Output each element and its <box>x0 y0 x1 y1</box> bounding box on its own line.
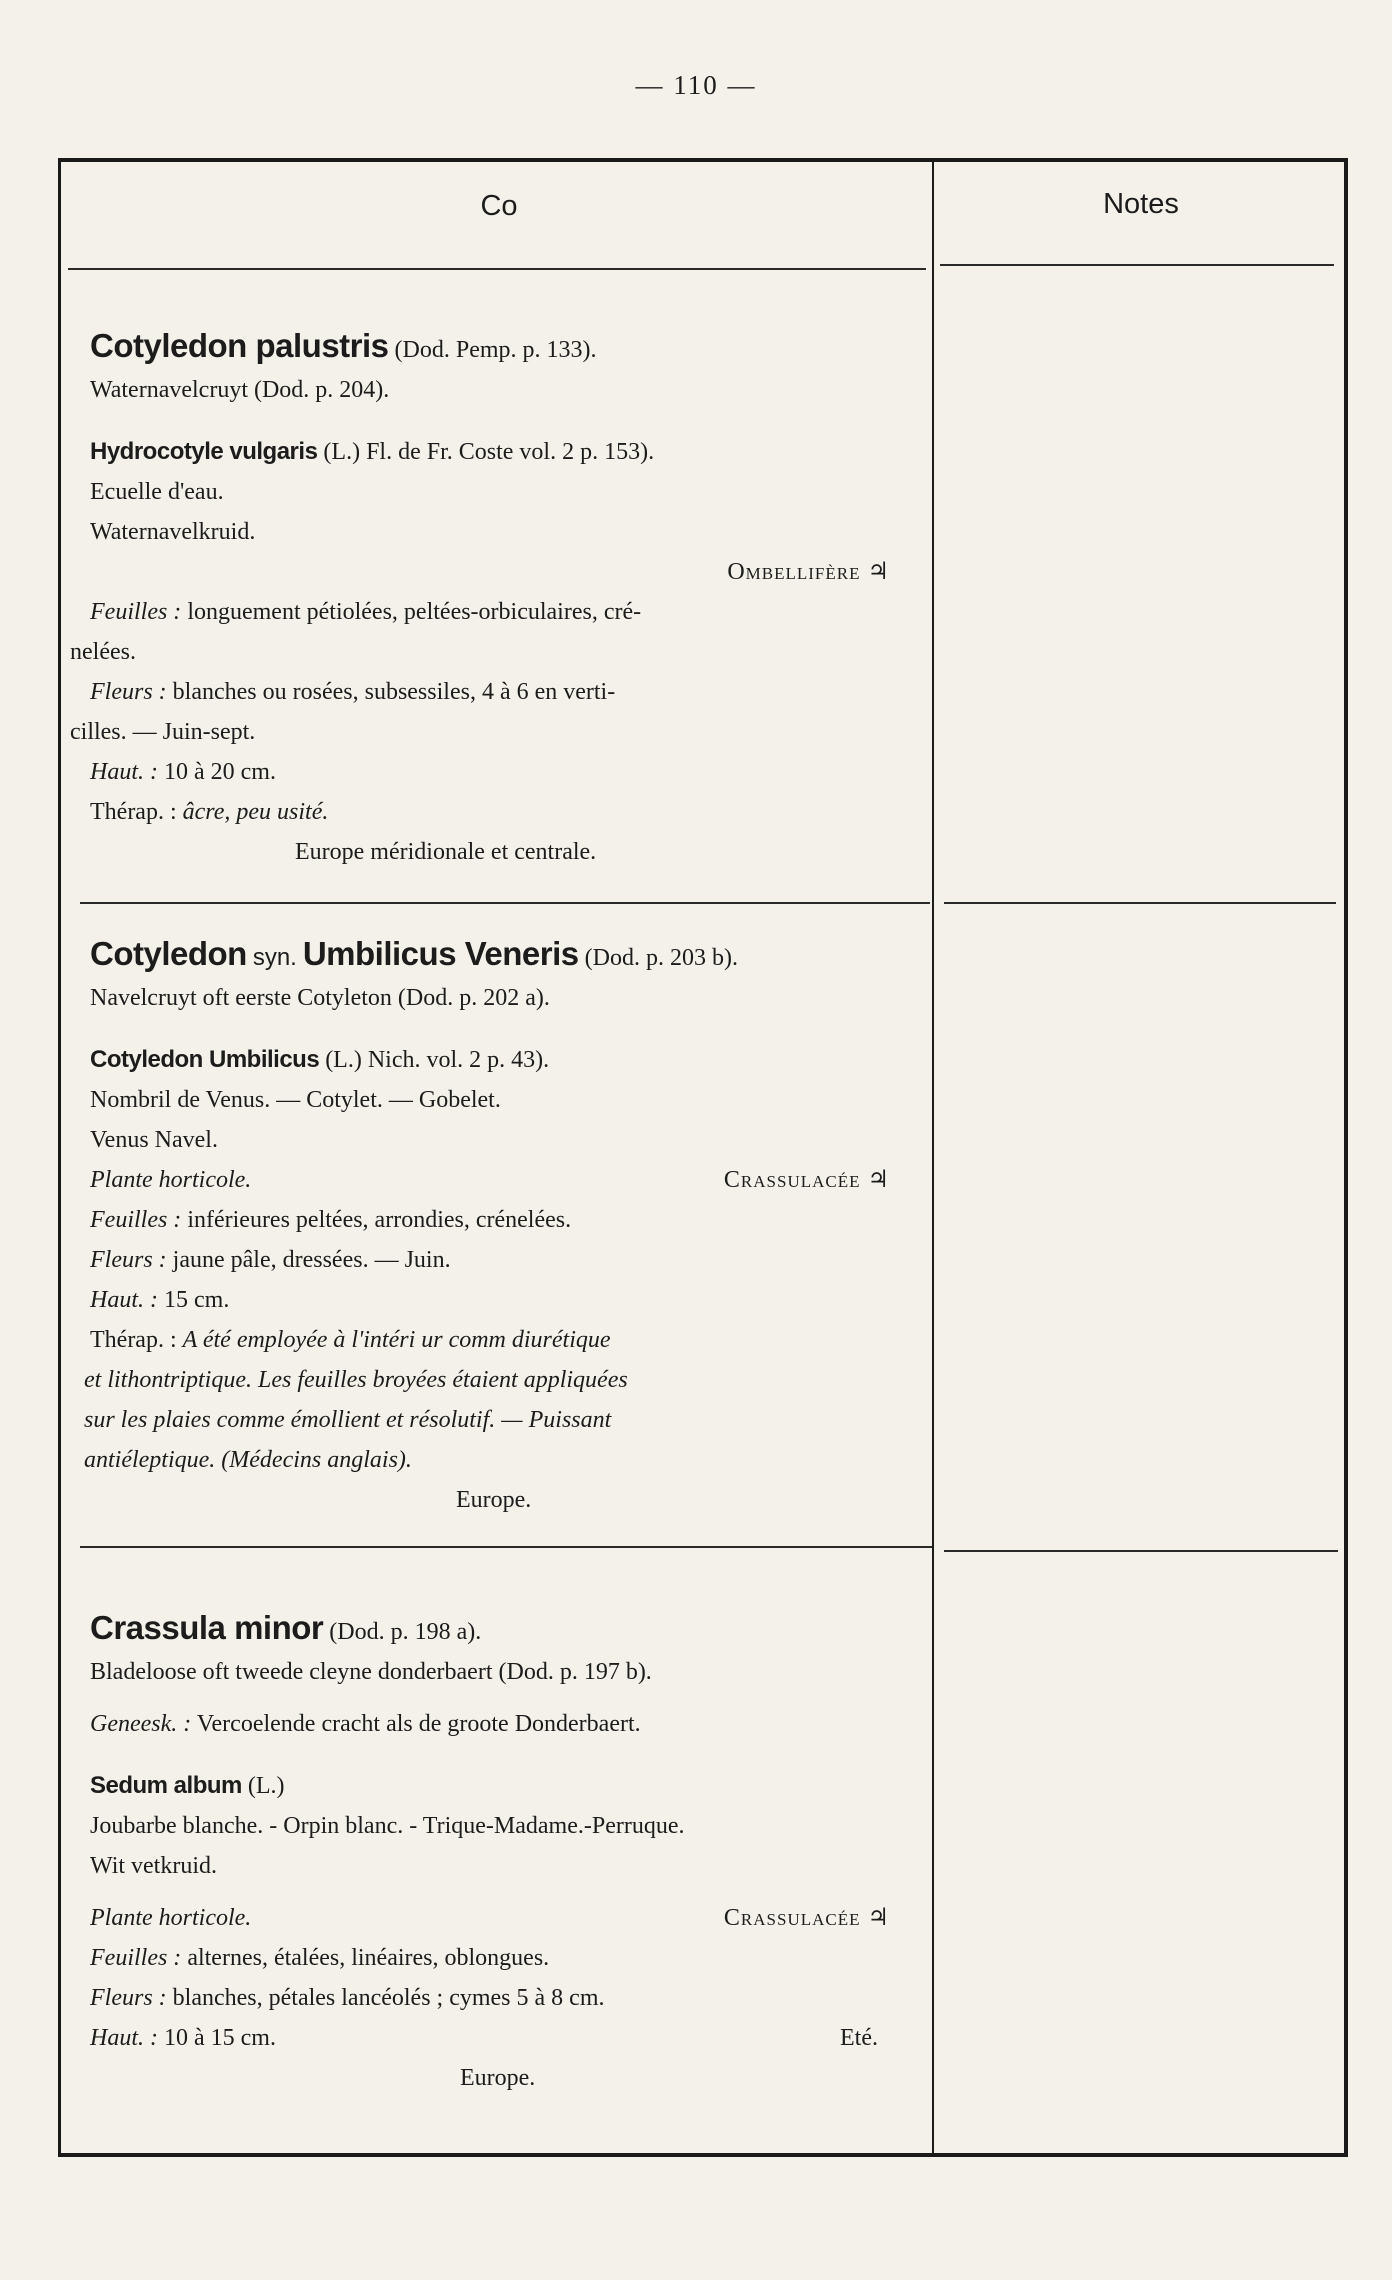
plante-label: Plante horticole. <box>90 1905 252 1931</box>
region: Europe méridionale et centrale. <box>295 839 597 865</box>
scientific-name: Cotyledon Umbilicus <box>90 1046 320 1073</box>
entry-crassula-minor <box>90 1608 920 2098</box>
common-name: Nombril de Venus. — Cotylet. — Gobelet. <box>90 1087 501 1113</box>
haut-label: Haut. : <box>90 759 158 785</box>
therap-label: Thérap. : <box>90 799 177 825</box>
entry-cotyledon-umbilicus <box>84 934 920 1520</box>
family-label: Crassulacée ♃ <box>723 1167 890 1193</box>
entry-title-ref: (Dod. p. 203 b). <box>584 945 738 971</box>
fleurs-text: blanches ou rosées, subsessiles, 4 à 6 en verti- <box>172 679 616 705</box>
scientific-ref: (L.) Fl. de Fr. Coste vol. 2 p. 153). <box>323 439 655 465</box>
fleurs-label: Fleurs : <box>90 679 167 705</box>
region: Europe. <box>460 2065 536 2091</box>
entry-title-2: Umbilicus Veneris <box>302 935 579 972</box>
entry-title: Crassula minor <box>90 1609 324 1646</box>
family-label: Crassulacée ♃ <box>723 1905 890 1931</box>
column-divider <box>932 162 934 2155</box>
haut-text: 10 à 15 cm. <box>164 2025 276 2051</box>
therap-label: Thérap. : <box>90 1327 177 1353</box>
haut-label: Haut. : <box>90 1287 158 1313</box>
common-name: Joubarbe blanche. - Orpin blanc. - Trique-Madame.-Perruque. <box>90 1813 685 1839</box>
scientific-ref: (L.) Nich. vol. 2 p. 43). <box>325 1047 550 1073</box>
feuilles-text-cont: nelées. <box>70 639 136 665</box>
entry-title-ref: (Dod. Pemp. p. 133). <box>394 337 597 363</box>
entry-rule-right <box>944 902 1336 904</box>
fleurs-label: Fleurs : <box>90 1247 167 1273</box>
entry-rule-right <box>944 1550 1338 1552</box>
common-name: Venus Navel. <box>90 1127 218 1153</box>
header-main: Co <box>480 190 518 222</box>
therap-text-cont: sur les plaies comme émollient et résolutif. — Puissant <box>84 1407 612 1433</box>
plante-label: Plante horticole. <box>90 1167 252 1193</box>
feuilles-text: alternes, étalées, linéaires, oblongues. <box>187 1945 550 1971</box>
entry-title: Cotyledon <box>90 935 247 972</box>
haut-text: 10 à 20 cm. <box>164 759 276 785</box>
entry-rule-left <box>80 1546 932 1548</box>
fleurs-text: jaune pâle, dressées. — Juin. <box>172 1247 451 1273</box>
family-label: Ombellifère ♃ <box>727 559 890 585</box>
fleurs-text-cont: cilles. — Juin-sept. <box>70 719 256 745</box>
entry-title-syn: syn. <box>252 944 297 971</box>
therap-text: A été employée à l'intéri ur comm diurétique <box>182 1327 611 1353</box>
geneesk-text: Vercoelende cracht als de groote Donderbaert. <box>196 1711 641 1737</box>
header-rule-left <box>68 268 926 270</box>
entry-line: Waternavelcruyt (Dod. p. 204). <box>90 377 390 403</box>
entry-line: Bladeloose oft tweede cleyne donderbaert (Dod. p. 197 b). <box>90 1659 652 1685</box>
scientific-name: Hydrocotyle vulgaris <box>90 438 318 465</box>
feuilles-label: Feuilles : <box>90 1207 182 1233</box>
season: Eté. <box>840 2025 878 2051</box>
entry-line: Navelcruyt oft eerste Cotyleton (Dod. p. 202 a). <box>90 985 550 1011</box>
entry-title: Cotyledon palustris <box>90 327 389 364</box>
feuilles-label: Feuilles : <box>90 599 182 625</box>
feuilles-label: Feuilles : <box>90 1945 182 1971</box>
feuilles-text: longuement pétiolées, peltées-orbiculaires, cré- <box>187 599 642 625</box>
feuilles-text: inférieures peltées, arrondies, crénelées. <box>187 1207 572 1233</box>
entry-title-ref: (Dod. p. 198 a). <box>329 1619 482 1645</box>
scientific-ref: (L.) <box>247 1773 285 1799</box>
haut-label: Haut. : <box>90 2025 158 2051</box>
fleurs-text: blanches, pétales lancéolés ; cymes 5 à 8 cm. <box>172 1985 605 2011</box>
therap-text-cont: antiéleptique. (Médecins anglais). <box>84 1447 412 1473</box>
haut-text: 15 cm. <box>164 1287 230 1313</box>
header-notes: Notes <box>1103 188 1179 220</box>
geneesk-label: Geneesk. : <box>90 1711 192 1737</box>
scientific-name: Sedum album <box>90 1772 242 1799</box>
therap-text-cont: et lithontriptique. Les feuilles broyées étaient appliquées <box>84 1367 628 1393</box>
region: Europe. <box>456 1487 532 1513</box>
fleurs-label: Fleurs : <box>90 1985 167 2011</box>
entry-cotyledon-palustris <box>70 326 920 872</box>
common-name: Waternavelkruid. <box>90 519 256 545</box>
entry-rule-left <box>80 902 930 904</box>
common-name: Wit vetkruid. <box>90 1853 218 1879</box>
page-number: — 110 — <box>635 70 757 100</box>
therap-text: âcre, peu usité. <box>182 799 329 825</box>
header-rule-right <box>940 264 1334 266</box>
common-name: Ecuelle d'eau. <box>90 479 224 505</box>
